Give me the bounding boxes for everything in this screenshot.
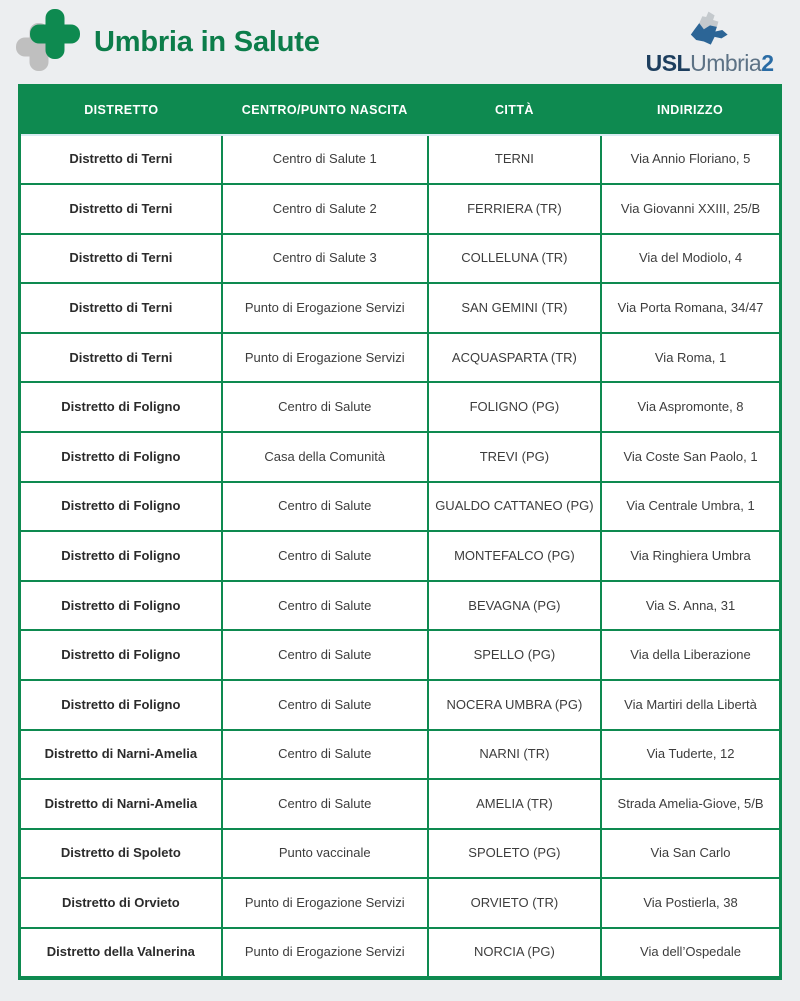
- cell-citta: SPOLETO (PG): [428, 829, 601, 879]
- table-row: [20, 531, 781, 581]
- cell-centro-punto-nascita: Centro di Salute: [222, 482, 428, 532]
- cell-centro-punto-nascita: Centro di Salute: [222, 531, 428, 581]
- column-header-distretto: DISTRETTO: [20, 86, 222, 135]
- cell-indirizzo: Strada Amelia-Giove, 5/B: [601, 779, 780, 829]
- usl-umbria2-logo: [646, 10, 786, 75]
- table-row: [20, 730, 781, 780]
- table-header-row: [20, 86, 781, 135]
- cell-centro-punto-nascita: Centro di Salute 3: [222, 234, 428, 284]
- cell-citta: SPELLO (PG): [428, 630, 601, 680]
- green-cross-shape: [30, 9, 80, 59]
- health-centers-table: [18, 84, 782, 980]
- cell-centro-punto-nascita: Punto di Erogazione Servizi: [222, 928, 428, 978]
- cell-citta: MONTEFALCO (PG): [428, 531, 601, 581]
- cell-centro-punto-nascita: Centro di Salute: [222, 630, 428, 680]
- cell-distretto: Distretto di Foligno: [20, 680, 222, 730]
- cell-citta: COLLELUNA (TR): [428, 234, 601, 284]
- cell-distretto: Distretto di Terni: [20, 333, 222, 383]
- page-header: [0, 0, 800, 84]
- table-row: [20, 928, 781, 978]
- cell-citta: BEVAGNA (PG): [428, 581, 601, 631]
- cell-distretto: Distretto di Foligno: [20, 432, 222, 482]
- table-body: [20, 135, 781, 978]
- cell-distretto: Distretto di Spoleto: [20, 829, 222, 879]
- table-row: [20, 184, 781, 234]
- cell-centro-punto-nascita: Centro di Salute 2: [222, 184, 428, 234]
- wordmark-umbria: Umbria: [690, 49, 762, 76]
- cell-centro-punto-nascita: Centro di Salute: [222, 680, 428, 730]
- cell-citta: SAN GEMINI (TR): [428, 283, 601, 333]
- cell-centro-punto-nascita: Centro di Salute: [222, 581, 428, 631]
- cell-indirizzo: Via della Liberazione: [601, 630, 780, 680]
- cell-citta: AMELIA (TR): [428, 779, 601, 829]
- cell-centro-punto-nascita: Centro di Salute 1: [222, 135, 428, 185]
- table-row: [20, 382, 781, 432]
- brand-left: [16, 9, 320, 75]
- table-row: [20, 829, 781, 879]
- cell-indirizzo: Via Porta Romana, 34/47: [601, 283, 780, 333]
- cell-indirizzo: Via Giovanni XXIII, 25/B: [601, 184, 780, 234]
- cell-citta: GUALDO CATTANEO (PG): [428, 482, 601, 532]
- table-container: [0, 84, 800, 980]
- table-row: [20, 482, 781, 532]
- cell-indirizzo: Via Annio Floriano, 5: [601, 135, 780, 185]
- table-row: [20, 878, 781, 928]
- cell-citta: NARNI (TR): [428, 730, 601, 780]
- cell-distretto: Distretto di Foligno: [20, 531, 222, 581]
- table-header: [20, 86, 781, 135]
- cell-indirizzo: Via Ringhiera Umbra: [601, 531, 780, 581]
- wordmark-usl: USL: [645, 49, 691, 76]
- cell-indirizzo: Via San Carlo: [601, 829, 780, 879]
- cell-distretto: Distretto di Narni-Amelia: [20, 730, 222, 780]
- cell-centro-punto-nascita: Centro di Salute: [222, 779, 428, 829]
- cell-distretto: Distretto della Valnerina: [20, 928, 222, 978]
- cell-citta: NORCIA (PG): [428, 928, 601, 978]
- cell-centro-punto-nascita: Centro di Salute: [222, 730, 428, 780]
- table-row: [20, 630, 781, 680]
- cell-centro-punto-nascita: Punto di Erogazione Servizi: [222, 878, 428, 928]
- cell-indirizzo: Via Postierla, 38: [601, 878, 780, 928]
- table-row: [20, 779, 781, 829]
- cell-indirizzo: Via Roma, 1: [601, 333, 780, 383]
- cell-centro-punto-nascita: Punto vaccinale: [222, 829, 428, 879]
- page-title: Umbria in Salute: [94, 25, 320, 58]
- cell-centro-punto-nascita: Punto di Erogazione Servizi: [222, 333, 428, 383]
- cell-distretto: Distretto di Terni: [20, 135, 222, 185]
- cell-indirizzo: Via Coste San Paolo, 1: [601, 432, 780, 482]
- table-row: [20, 234, 781, 284]
- cell-distretto: Distretto di Orvieto: [20, 878, 222, 928]
- cell-distretto: Distretto di Foligno: [20, 581, 222, 631]
- cell-indirizzo: Via Centrale Umbra, 1: [601, 482, 780, 532]
- cell-distretto: Distretto di Terni: [20, 283, 222, 333]
- cell-indirizzo: Via Aspromonte, 8: [601, 382, 780, 432]
- cell-citta: ORVIETO (TR): [428, 878, 601, 928]
- health-cross-icon: [16, 9, 80, 75]
- wordmark-two: 2: [761, 49, 774, 76]
- column-header-centro-punto-nascita: CENTRO/PUNTO NASCITA: [222, 86, 428, 135]
- umbria-region-map-icon: [687, 10, 733, 50]
- cell-distretto: Distretto di Narni-Amelia: [20, 779, 222, 829]
- cell-centro-punto-nascita: Punto di Erogazione Servizi: [222, 283, 428, 333]
- cell-indirizzo: Via Martiri della Libertà: [601, 680, 780, 730]
- cell-centro-punto-nascita: Casa della Comunità: [222, 432, 428, 482]
- cell-citta: FOLIGNO (PG): [428, 382, 601, 432]
- usl-umbria2-wordmark: [645, 49, 774, 76]
- table-row: [20, 680, 781, 730]
- cell-distretto: Distretto di Foligno: [20, 482, 222, 532]
- table-row: [20, 432, 781, 482]
- table-row: [20, 283, 781, 333]
- cell-citta: NOCERA UMBRA (PG): [428, 680, 601, 730]
- cell-distretto: Distretto di Terni: [20, 234, 222, 284]
- cell-citta: TERNI: [428, 135, 601, 185]
- table-row: [20, 135, 781, 185]
- cell-centro-punto-nascita: Centro di Salute: [222, 382, 428, 432]
- table-row: [20, 333, 781, 383]
- cell-citta: TREVI (PG): [428, 432, 601, 482]
- cell-citta: FERRIERA (TR): [428, 184, 601, 234]
- cell-indirizzo: Via del Modiolo, 4: [601, 234, 780, 284]
- cell-indirizzo: Via dell’Ospedale: [601, 928, 780, 978]
- cell-distretto: Distretto di Foligno: [20, 630, 222, 680]
- column-header-indirizzo: INDIRIZZO: [601, 86, 780, 135]
- cell-distretto: Distretto di Foligno: [20, 382, 222, 432]
- cell-distretto: Distretto di Terni: [20, 184, 222, 234]
- cell-indirizzo: Via Tuderte, 12: [601, 730, 780, 780]
- column-header-citta: CITTÀ: [428, 86, 601, 135]
- cell-indirizzo: Via S. Anna, 31: [601, 581, 780, 631]
- table-row: [20, 581, 781, 631]
- cell-citta: ACQUASPARTA (TR): [428, 333, 601, 383]
